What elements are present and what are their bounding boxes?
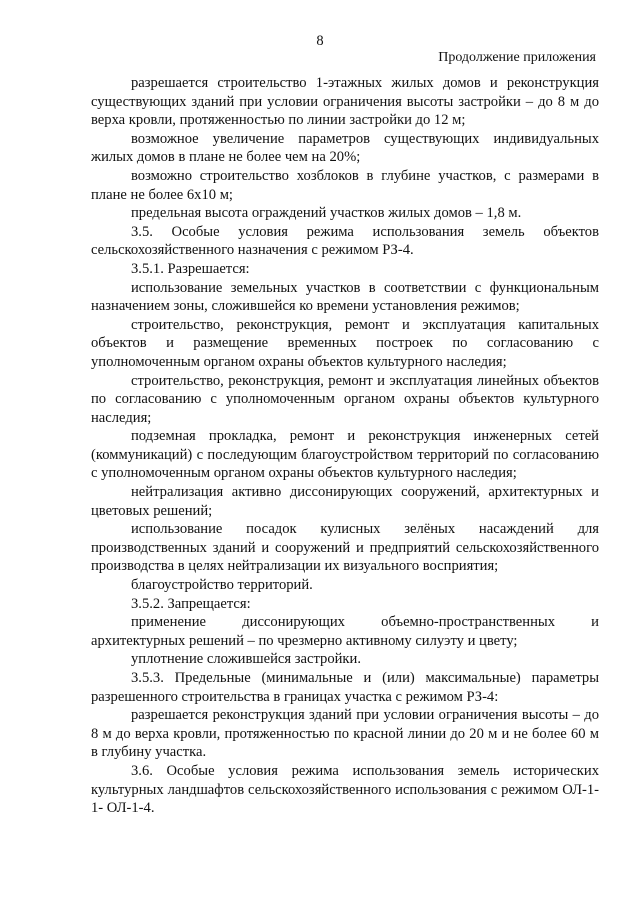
subsection-heading: 3.5.1. Разрешается: [131,260,250,277]
paragraph: разрешается строительство 1-этажных жилых домов и реконструкция существующих зданий при условии ограничения высоты застройки – до 8 м до верха кровли, протяженностью по линии застройки до 12 м; [91,75,599,129]
paragraph: возможно строительство хозблоков в глубине участков, с размерами в плане не более 6х10 м; [91,167,599,203]
paragraph: строительство, реконструкция, ремонт и эксплуатация капитальных объектов и размещение временных построек по согласованию с уполномоченным органом охраны объектов культурного наследия; [91,316,599,370]
paragraph: применение диссонирующих объемно-пространственных и архитектурных решений – по чрезмерно активному силуэту и цвету; [91,614,599,649]
paragraph: использование посадок кулисных зелёных насаждений для производственных зданий и сооружений и предприятий сельскохозяйственного производства в целях нейтрализации их визуального восприятия; [91,521,599,575]
paragraph: использование земельных участков в соответствии с функциональным назначением зоны, сложившейся ко времени установления режимов; [91,279,599,315]
paragraph: подземная прокладка, ремонт и реконструкция инженерных сетей (коммуникаций) с последующим благоустройством территорий по согласованию с уполномоченным органом охраны объектов культурного наследия; [91,428,599,482]
paragraph: разрешается реконструкция зданий при условии ограничения высоты – до 8 м до верха кровли, протяженностью по красной линии до 20 м и не более 60 м в глубину участка. [91,707,599,761]
subsection-heading: 3.5.2. Запрещается: [131,595,251,612]
paragraph: нейтрализация активно диссонирующих сооружений, архитектурных и цветовых решений; [91,484,599,519]
paragraph: предельная высота ограждений участков жилых домов – 1,8 м. [131,205,522,222]
page-number: 8 [316,33,324,49]
section-heading: 3.6. Особые условия режима использования земель исторических культурных ландшафтов сельскохозяйственного использования с режимом ОЛ-1-1- ОЛ-1-4. [91,762,599,817]
paragraph: благоустройство территорий. [131,577,313,594]
paragraph: уплотнение сложившейся застройки. [131,651,361,668]
paragraph: возможное увеличение параметров существующих индивидуальных жилых домов в плане не более чем на 20%; [91,130,599,166]
body-text [91,74,599,818]
subsection-heading: 3.5.3. Предельные (минимальные и (или) максимальные) параметры разрешенного строительства в границах участка с режимом РЗ-4: [91,670,599,705]
section-heading: 3.5. Особые условия режима использования земель объектов сельскохозяйственного назначения с режимом РЗ-4. [91,223,599,259]
paragraph: строительство, реконструкция, ремонт и эксплуатация линейных объектов по согласованию с уполномоченным органом охраны объектов культурного наследия; [91,372,599,426]
running-header: Продолжение приложения [438,50,596,65]
